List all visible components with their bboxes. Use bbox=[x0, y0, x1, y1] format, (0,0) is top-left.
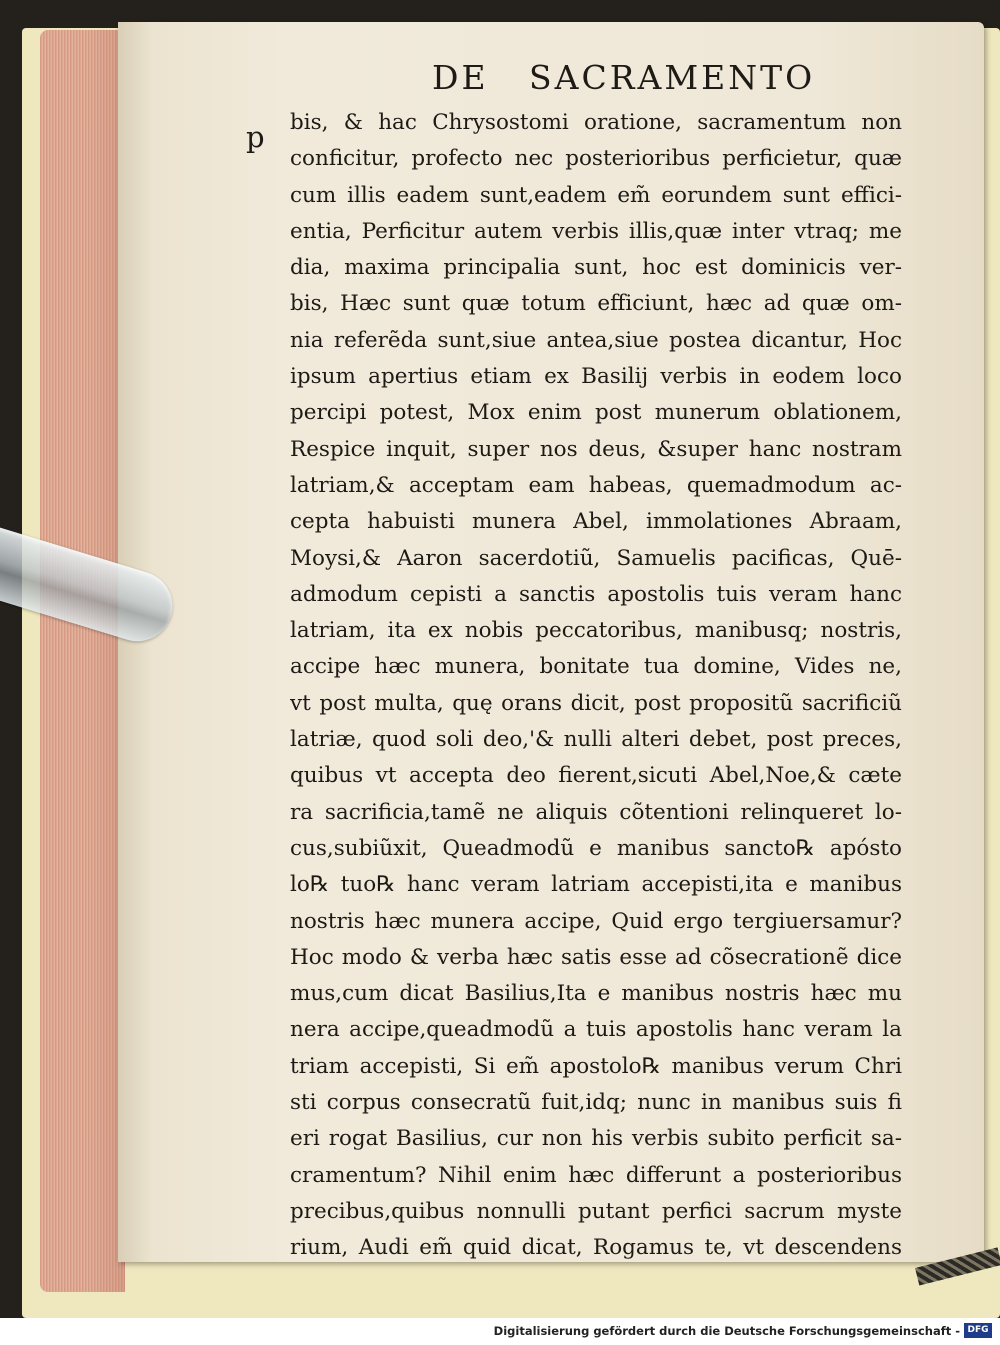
text-line: latriæ, quod soli deo,'& nulli alteri debet, post preces, bbox=[290, 727, 902, 753]
text-line: Hoc modo & verba hæc satis esse ad cõsecrationẽ dice bbox=[290, 944, 902, 970]
text-line: nia referẽda sunt,siue antea,siue postea dicantur, Hoc bbox=[290, 327, 902, 353]
text-line: triam accepisti, Si em̃ apostolo℞ manibus verum Chri bbox=[290, 1053, 902, 1079]
text-line: ipsum apertius etiam ex Basilij verbis in eodem loco bbox=[290, 364, 902, 390]
text-line: percipi potest, Mox enim post munerum oblationem, bbox=[290, 400, 902, 426]
text-line: Moysi,& Aaron sacerdotiũ, Samuelis pacificas, Quē- bbox=[290, 545, 902, 571]
text-block bbox=[290, 105, 910, 1267]
text-line: Respice inquit, super nos deus, &super hanc nostram bbox=[290, 436, 902, 462]
text-line: vt post multa, quę orans dicit, post propositũ sacrificiũ bbox=[290, 690, 902, 716]
text-line: quibus vt accepta deo fierent,sicuti Abel,Noe,& cæte bbox=[290, 763, 902, 789]
text-line: nostris hæc munera accipe, Quid ergo tergiuersamur? bbox=[290, 908, 902, 934]
running-head: DE SACRAMENTO bbox=[432, 58, 816, 97]
text-line: accipe hæc munera, bonitate tua domine, Vides ne, bbox=[290, 654, 902, 680]
text-line: mus,cum dicat Basilius,Ita e manibus nostris hæc mu bbox=[290, 981, 902, 1007]
text-line: cepta habuisti munera Abel, immolationes Abraam, bbox=[290, 509, 902, 535]
footer-bar bbox=[0, 1318, 1000, 1345]
text-line: ra sacrificia,tamẽ ne aliquis cõtentioni relinqueret lo- bbox=[290, 799, 902, 825]
text-line: rium, Audi em̃ quid dicat, Rogamus te, vt descendens bbox=[290, 1235, 902, 1261]
text-line: sti corpus consecratũ fuit,idq; nunc in manibus suis fi bbox=[290, 1090, 902, 1116]
text-line: eri rogat Basilius, cur non his verbis subito perficit sa- bbox=[290, 1126, 902, 1152]
text-line: conficitur, profecto nec posterioribus perficietur, quæ bbox=[290, 146, 902, 172]
text-line: nera accipe,queadmodũ a tuis apostolis hanc veram la bbox=[290, 1017, 902, 1043]
text-line: precibus,quibus nonnulli putant perfici sacrum myste bbox=[290, 1198, 902, 1224]
text-line: lo℞ tuo℞ hanc veram latriam accepisti,ita e manibus bbox=[290, 872, 902, 898]
text-line: bis, & hac Chrysostomi oratione, sacramentum non bbox=[290, 110, 902, 135]
dfg-logo[interactable]: DFG bbox=[964, 1323, 992, 1338]
text-line: bis, Hæc sunt quæ totum efficiunt, hæc ad quæ om- bbox=[290, 291, 902, 317]
text-line: dia, maxima principalia sunt, hoc est dominicis ver- bbox=[290, 255, 902, 281]
margin-letter: p bbox=[246, 120, 265, 154]
text-line: admodum cepisti a sanctis apostolis tuis veram hanc bbox=[290, 581, 902, 607]
text-line: latriam, ita ex nobis peccatoribus, manibusq; nostris, bbox=[290, 618, 902, 644]
text-line: cramentum? Nihil enim hæc differunt a posterioribus bbox=[290, 1162, 902, 1188]
text-line: entia, Perficitur autem verbis illis,quæ inter vtraq; me bbox=[290, 218, 902, 244]
text-line: cus,subiũxit, Queadmodũ e manibus sancto℞ apósto bbox=[290, 835, 902, 861]
text-line: latriam,& acceptam eam habeas, quemadmodum ac- bbox=[290, 472, 902, 498]
funding-credit: Digitalisierung gefördert durch die Deutsche Forschungsgemeinschaft - bbox=[493, 1324, 960, 1338]
text-line: cum illis eadem sunt,eadem em̃ eorundem sunt effici- bbox=[290, 182, 902, 208]
